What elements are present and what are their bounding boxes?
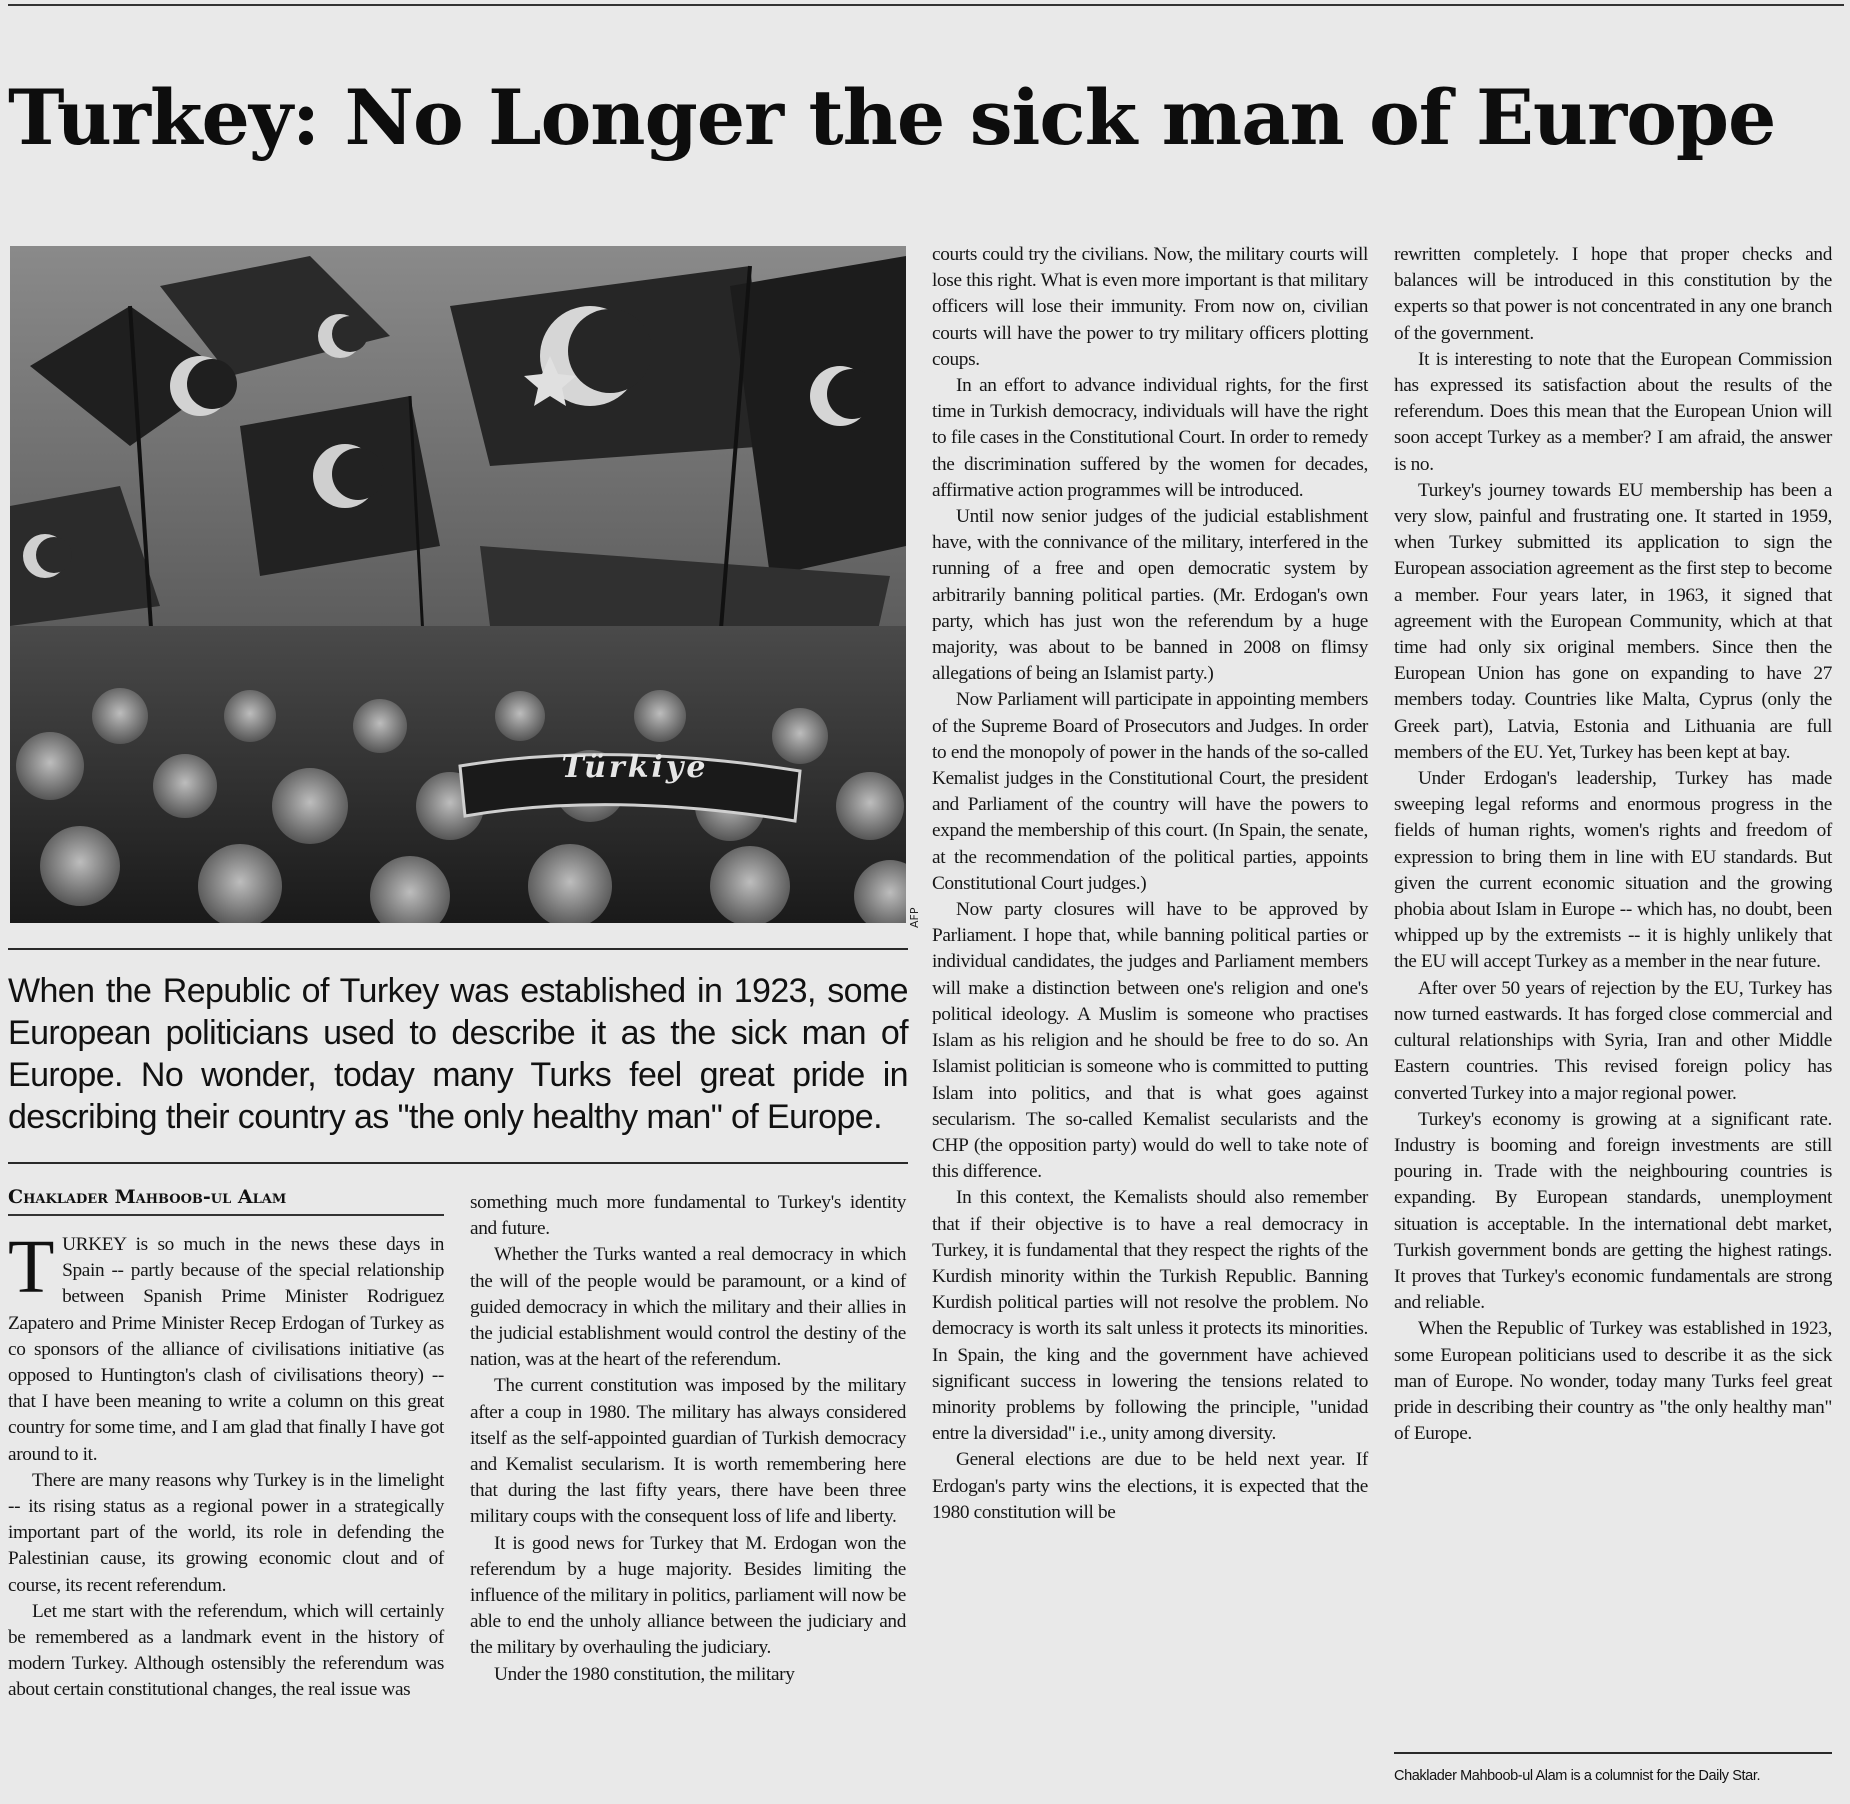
headline: Turkey: No Longer the sick man of Europe: [8, 73, 1776, 162]
paragraph: rewritten completely. I hope that proper checks and balances will be introduced in this constitution by the experts so that power is not concentrated in any one branch of the government.: [1394, 244, 1832, 344]
paragraph: After over 50 years of rejection by the EU, Turkey has now turned eastwards. It has forged close commercial and cultural relationships with Syria, Iran and other Middle Eastern countries. This revised foreign policy has converted Turkey into a major regional power.: [1394, 977, 1832, 1104]
paragraph: It is good news for Turkey that M. Erdogan won the referendum by a huge majority. Besides limiting the influence of the military in politics, parliament will now be able to end the unholy alliance between the judiciary and the military by overhauling the judiciary.: [470, 1532, 906, 1659]
paragraph: Turkey's journey towards EU membership has been a very slow, painful and frustrating one. It started in 1959, when Turkey submitted its application to sign the European association agreement as the first step to become a member. Four years later, in 1963, it signed that agreement with the European Community, which at that time had only six original members. Since then the European Union has gone on expanding to have 27 members today. Countries like Malta, Cyprus (only the Greek part), Latvia, Estonia and Lithuania are full members of the EU. Yet, Turkey has been kept at bay.: [1394, 479, 1832, 763]
paragraph: There are many reasons why Turkey is in the limelight -- its rising status as a regional power in a strategically important part of the world, its role in defending the Palestinian cause, its growing economic clout and of course, its recent referendum.: [8, 1469, 444, 1596]
paragraph: General elections are due to be held next year. If Erdogan's party wins the elections, it is expected that the 1980 constitution will be: [932, 1449, 1368, 1523]
paragraph: Under Erdogan's leadership, Turkey has made sweeping legal reforms and enormous progress in the fields of human rights, women's rights and freedom of expression to bring them in line with EU standards. But given the current economic situation and the growing phobia about Islam in Europe -- which has, no doubt, been whipped up by the extremists -- it is highly unlikely that the EU will accept Turkey as a member in the near future.: [1394, 768, 1832, 973]
author-footnote: Chaklader Mahboob-ul Alam is a columnist for the Daily Star.: [1394, 1768, 1761, 1784]
article-column-2: [470, 1190, 906, 1800]
paragraph: It is interesting to note that the European Commission has expressed its satisfaction about the results of the referendum. Does this mean that the European Union will soon accept Turkey as a member? I am afraid, the answer is no.: [1394, 348, 1832, 475]
scarf-banner-text: Türkiye: [561, 750, 709, 785]
footnote-rule: [1394, 1752, 1832, 1754]
byline: Chaklader Mahboob-ul Alam: [8, 1186, 444, 1216]
crowd-photo: [10, 246, 906, 923]
paragraph: courts could try the civilians. Now, the military courts will lose this right. What is even more important is that military officers will lose their immunity. From now on, civilian courts will have the power to try military officers plotting coups.: [932, 244, 1368, 370]
paragraph: Let me start with the referendum, which will certainly be remembered as a landmark event in the history of modern Turkey. Although ostensibly the referendum was about certain constitutional changes, the real issue was: [8, 1600, 444, 1701]
paragraph: Until now senior judges of the judicial establishment have, with the connivance of the military, interfered in the running of a free and open democratic system by arbitrarily banning political parties. (Mr. Erdogan's own party, which has just won the referendum by a huge majority, was about to be banned in 2008 on flimsy allegations of being an Islamist party.): [932, 506, 1368, 685]
paragraph: In an effort to advance individual rights, for the first time in Turkish democracy, individuals will have the right to file cases in the Constitutional Court. In order to remedy the discrimination suffered by the women for decades, affirmative action programmes will be introduced.: [932, 375, 1368, 501]
lead-paragraph: [8, 1225, 444, 1468]
paragraph: Under the 1980 constitution, the military: [494, 1663, 795, 1685]
paragraph: Turkey's economy is growing at a significant rate. Industry is booming and foreign investments are still pouring in. Trade with the neighbouring countries is expanding. By European standards, unemployment situation is acceptable. In the international debt market, Turkish government bonds are getting the highest ratings. It proves that Turkey's economic fundamentals are strong and reliable.: [1394, 1108, 1832, 1314]
dropcap: T: [8, 1225, 55, 1309]
paragraph-text: URKEY is so much in the news these days in Spain -- partly because of the special relationship between Spanish Prime Minister Rodriguez Zapatero and Prime Minister Recep Erdogan of Turkey as co sponsors of the alliance of civilisations initiative (as opposed to Huntington's clash of civilisations theory) -- that I have been meaning to write a column on this great country for some time, and I am glad that finally I have got around to it.: [8, 1234, 444, 1465]
deck-bottom-rule: [8, 1162, 908, 1164]
deck-summary: When the Republic of Turkey was established in 1923, some European politicians used to describe it as the sick man of Europe. No wonder, today many Turks feel great pride in describing their country as "the only healthy man" of Europe.: [8, 972, 908, 1136]
paragraph: The current constitution was imposed by the military after a coup in 1980. The military has always considered itself as the self-appointed guardian of Turkish democracy and Kemalist secularism. It is worth remembering here that during the last fifty years, there have been three military coups with the consequent loss of life and liberty.: [470, 1375, 906, 1528]
paragraph: Whether the Turks wanted a real democracy in which the will of the people would be paramount, or a kind of guided democracy in which the military and their allies in the judicial establishment would control the destiny of the nation, was at the heart of the referendum.: [470, 1244, 906, 1371]
article-column-3: [932, 242, 1368, 1800]
article-column-4: [1394, 242, 1832, 1742]
article-column-1: [8, 1225, 444, 1798]
paragraph: In this context, the Kemalists should also remember that if their objective is to have a real democracy in Turkey, it is fundamental that they respect the rights of the Kurdish minority within the Turkish Republic. Banning Kurdish political parties will not resolve the problem. No democracy is worth its salt unless it protects its minorities. In Spain, the king and the government have achieved significant success in lowering the tensions related to minority problems by following the principle, "unidad entre la diversidad" i.e., unity among diversity.: [932, 1187, 1368, 1445]
paragraph: Now Parliament will participate in appointing members of the Supreme Board of Prosecutors and Judges. In order to end the monopoly of power in the hands of the so-called Kemalist judges in the Constitutional Court, the president and Parliament of the country will have the powers to expand the membership of this court. (In Spain, the senate, at the recommendation of the political parties, appoints Constitutional Court judges.): [932, 689, 1368, 894]
photo-credit: AFP: [908, 907, 921, 928]
paragraph: Now party closures will have to be approved by Parliament. I hope that, while banning political parties or individual candidates, the judges and Parliament members will make a distinction between one's religion and one's political ideology. A Muslim is someone who practises Islam as his religion and he should be free to do so. An Islamist politician is someone who is committed to putting Islam into politics, and that is what goes against secularism. The so-called Kemalist secularists and the CHP (the opposition party) would do well to take note of this difference.: [932, 899, 1368, 1183]
paragraph: When the Republic of Turkey was established in 1923, some European politicians used to describe it as the sick man of Europe. No wonder, today many Turks feel great pride in describing their country as "the only healthy man" of Europe.: [1394, 1318, 1832, 1445]
paragraph: something much more fundamental to Turkey's identity and future.: [470, 1192, 906, 1240]
top-rule: [8, 4, 1844, 6]
deck-top-rule: [8, 948, 908, 950]
